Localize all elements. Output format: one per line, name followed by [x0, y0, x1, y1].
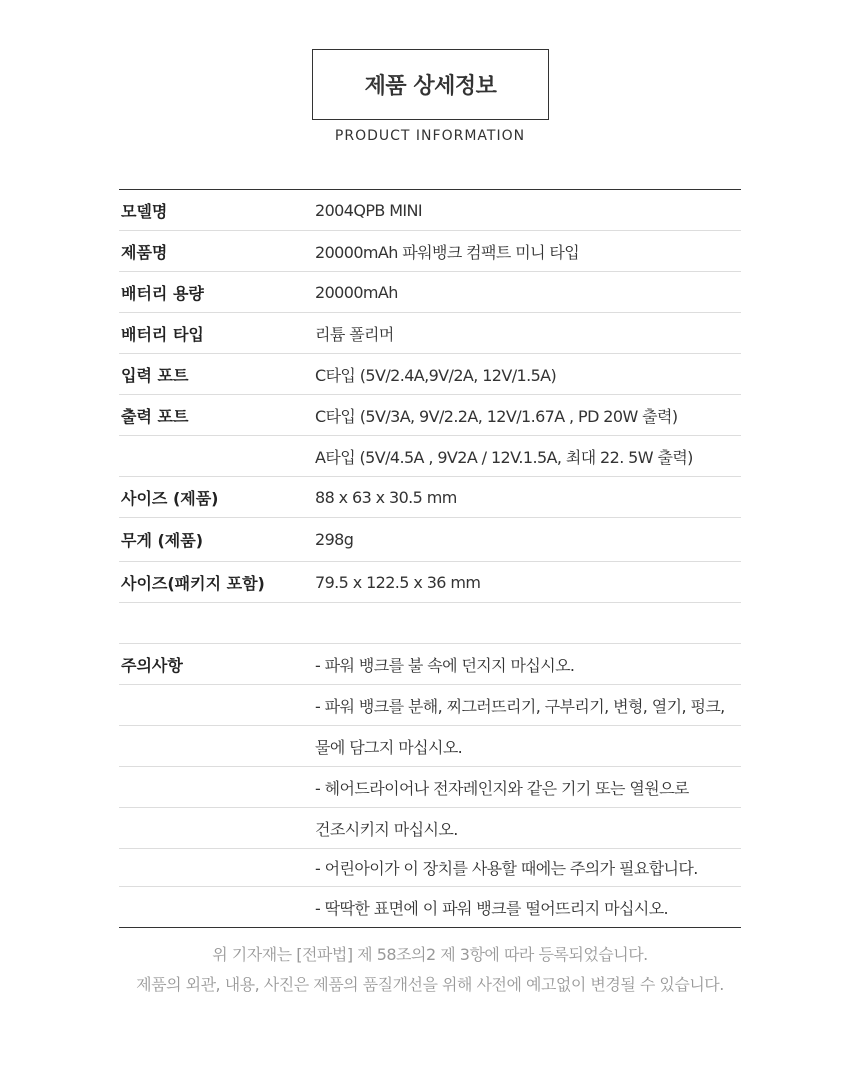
spec-row-package-size [119, 562, 741, 603]
spec-label: 사이즈 (제품) [121, 488, 219, 508]
spec-row-spacer [119, 603, 741, 644]
spec-table [119, 189, 741, 928]
spec-row-battery-type [119, 313, 741, 354]
caution-line: - 어린아이가 이 장치를 사용할 때에는 주의가 필요합니다. [315, 859, 698, 878]
spec-label: 배터리 타입 [121, 324, 204, 344]
page-subtitle: PRODUCT INFORMATION [334, 128, 526, 144]
spec-label: 입력 포트 [121, 365, 189, 385]
caution-row [119, 767, 741, 808]
footer-line-registration: 위 기자재는 [전파법] 제 58조의2 제 3항에 따라 등록되었습니다. [212, 945, 648, 964]
spec-label: 배터리 용량 [121, 283, 204, 303]
caution-line: - 파워 뱅크를 불 속에 던지지 마십시오. [315, 655, 575, 675]
caution-row [119, 808, 741, 849]
spec-value: 20000mAh 파워뱅크 컴팩트 미니 타입 [315, 242, 580, 262]
caution-line: 물에 담그지 마십시오. [315, 737, 463, 757]
spec-value: 2004QPB MINI [315, 200, 423, 220]
caution-label: 주의사항 [121, 655, 183, 675]
caution-row [119, 644, 741, 685]
spec-value: A타입 (5V/4.5A , 9V2A / 12V.1.5A, 최대 22. 5W 출력) [315, 447, 693, 467]
spec-row-battery-capacity [119, 272, 741, 313]
spec-label: 무게 (제품) [121, 531, 204, 550]
caution-line: - 헤어드라이어나 전자레인지와 같은 기기 또는 열원으로 [315, 778, 689, 798]
caution-row [119, 685, 741, 726]
spec-value: C타입 (5V/2.4A,9V/2A, 12V/1.5A) [315, 365, 557, 385]
spec-row-weight [119, 518, 741, 562]
spec-row-size [119, 477, 741, 518]
caution-row [119, 849, 741, 887]
caution-row [119, 887, 741, 928]
page-title: 제품 상세정보 [312, 49, 549, 120]
spec-row-model [119, 190, 741, 231]
spec-label: 모델명 [121, 201, 168, 221]
caution-line: 건조시키지 마십시오. [315, 819, 458, 839]
spec-label: 출력 포트 [121, 406, 189, 426]
caution-row [119, 726, 741, 767]
spec-row-input-port [119, 354, 741, 395]
spec-value: 79.5 x 122.5 x 36 mm [315, 572, 481, 592]
spec-value: 298g [315, 530, 354, 549]
caution-line: - 딱딱한 표면에 이 파워 뱅크를 떨어뜨리지 마십시오. [315, 898, 669, 918]
spec-value: C타입 (5V/3A, 9V/2.2A, 12V/1.67A , PD 20W 출력) [315, 406, 678, 426]
spec-row-output-port-a [119, 436, 741, 477]
spec-row-product-name [119, 231, 741, 272]
spec-label: 제품명 [121, 242, 168, 262]
spec-value: 88 x 63 x 30.5 mm [315, 487, 457, 507]
spec-row-output-port [119, 395, 741, 436]
spec-value: 리튬 폴리머 [315, 324, 394, 344]
footer-line-disclaimer: 제품의 외관, 내용, 사진은 제품의 품질개선을 위해 사전에 예고없이 변경될 수 있습니다. [136, 975, 724, 994]
caution-line: - 파워 뱅크를 분해, 찌그러뜨리기, 구부리기, 변형, 열기, 펑크, [315, 696, 725, 716]
spec-label: 사이즈(패키지 포함) [121, 573, 265, 593]
footer-notice [0, 940, 860, 1000]
spec-value: 20000mAh [315, 282, 398, 302]
